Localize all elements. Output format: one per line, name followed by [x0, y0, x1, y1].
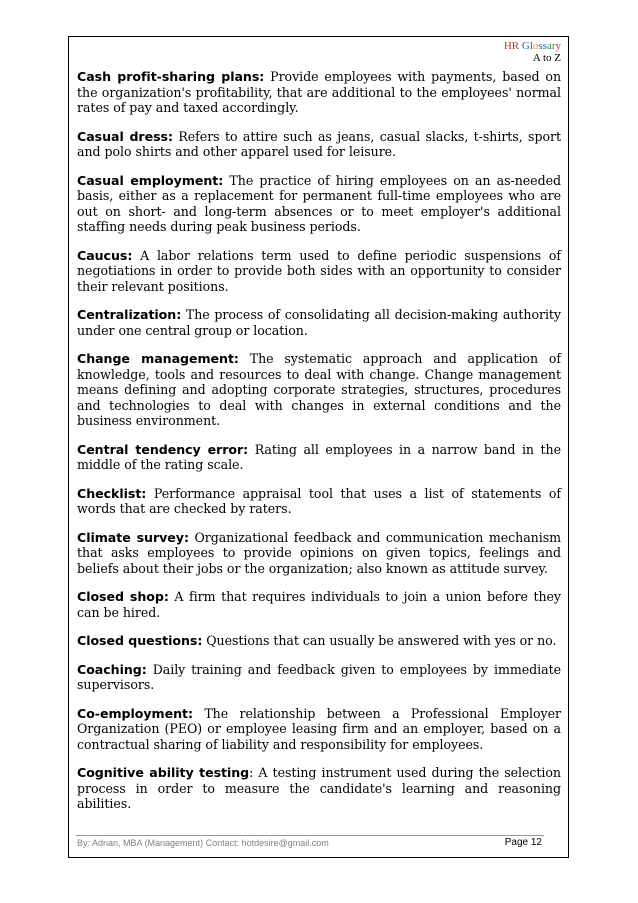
glossary-term: Casual dress: — [77, 128, 173, 144]
glossary-entry — [77, 530, 561, 577]
brand-part: Gl — [521, 40, 533, 52]
glossary-term: Caucus: — [77, 247, 133, 263]
glossary-term: Cash profit-sharing plans: — [77, 69, 265, 84]
glossary-entry — [77, 706, 561, 753]
glossary-entries — [77, 69, 561, 825]
glossary-term: Checklist: — [77, 485, 147, 501]
glossary-definition: The practice of hiring employees on an as-needed basis, either as a replacement for permanent full-time employees who are out on short- and long-term absences or to meet employer's additional staffing needs during peak business periods. — [77, 172, 562, 234]
glossary-entry — [77, 129, 561, 160]
glossary-entry — [77, 589, 561, 620]
brand-part: y — [555, 40, 561, 52]
glossary-entry — [77, 173, 561, 235]
glossary-definition: Daily training and feedback given to employees by immediate supervisors. — [77, 661, 561, 692]
page-header — [504, 40, 561, 64]
glossary-entry — [77, 307, 561, 338]
glossary-term: Co-employment: — [77, 705, 193, 721]
glossary-entry — [77, 633, 561, 649]
glossary-entry — [77, 442, 561, 473]
glossary-definition: Provide employees with payments, based on the organization's profitability, that are additional to the employees' normal rates of pay and taxed accordingly. — [77, 69, 562, 115]
glossary-term: Centralization: — [77, 307, 182, 322]
glossary-term: Cognitive ability testing — [77, 765, 250, 780]
glossary-definition: The process of consolidating all decision-making authority under one central group or location. — [77, 307, 561, 338]
glossary-entry — [77, 662, 561, 693]
brand-part: HR — [503, 40, 522, 52]
brand-part: ss — [538, 40, 547, 52]
glossary-term: Change management: — [77, 351, 239, 366]
glossary-definition: Rating all employees in a narrow band in the middle of the rating scale. — [77, 441, 561, 472]
glossary-definition: The relationship between a Professional Employer Organization (PEO) or employee leasing firm and an employer, based on a contractual sharing of liability and responsibility for employees. — [77, 705, 561, 752]
page-number: Page 12 — [504, 837, 542, 848]
glossary-entry — [77, 486, 561, 517]
brand-part: ar — [546, 40, 556, 52]
page-frame — [68, 36, 569, 858]
glossary-term: Closed shop: — [77, 589, 169, 604]
glossary-term: Central tendency error: — [77, 441, 249, 457]
glossary-entry — [77, 248, 561, 295]
glossary-definition: A firm that requires individuals to join a union before they can be hired. — [77, 589, 561, 620]
glossary-term: Closed questions: — [77, 633, 203, 648]
glossary-definition: The systematic approach and application of knowledge, tools and resources to deal with change. Change management means defining and adopting corporate strategies, structures, procedures and technologies to deal with changes in external conditions and the business environment. — [77, 351, 561, 428]
glossary-definition: : A testing instrument used during the selection process in order to measure the candidate's learning and reasoning abilities. — [77, 765, 561, 811]
glossary-entry — [77, 351, 561, 429]
glossary-definition: A labor relations term used to define periodic suspensions of negotiations in order to provide both sides with an opportunity to consider their relevant positions. — [77, 247, 561, 294]
glossary-term: Climate survey: — [77, 529, 189, 545]
footer-divider — [76, 835, 544, 836]
header-range: A to Z — [532, 52, 561, 64]
glossary-definition: Organizational feedback and communication mechanism that asks employees to provide opinions on given topics, feelings and beliefs about their jobs or the organization; also known as attitude survey. — [77, 529, 561, 576]
glossary-definition: Performance appraisal tool that uses a list of statements of words that are checked by raters. — [77, 485, 561, 516]
glossary-definition: Questions that can usually be answered with yes or no. — [202, 633, 557, 648]
brand-part: o — [532, 40, 539, 52]
footer-author: By: Adnan, MBA (Management) Contact: hotdesire@gmail.com — [77, 838, 329, 848]
glossary-entry — [77, 69, 561, 116]
header-brand — [504, 40, 561, 52]
glossary-definition: Refers to attire such as jeans, casual slacks, t-shirts, sport and polo shirts and other apparel used for leisure. — [77, 128, 561, 159]
glossary-entry — [77, 765, 561, 812]
glossary-term: Casual employment: — [77, 172, 224, 188]
glossary-term: Coaching: — [77, 661, 147, 677]
